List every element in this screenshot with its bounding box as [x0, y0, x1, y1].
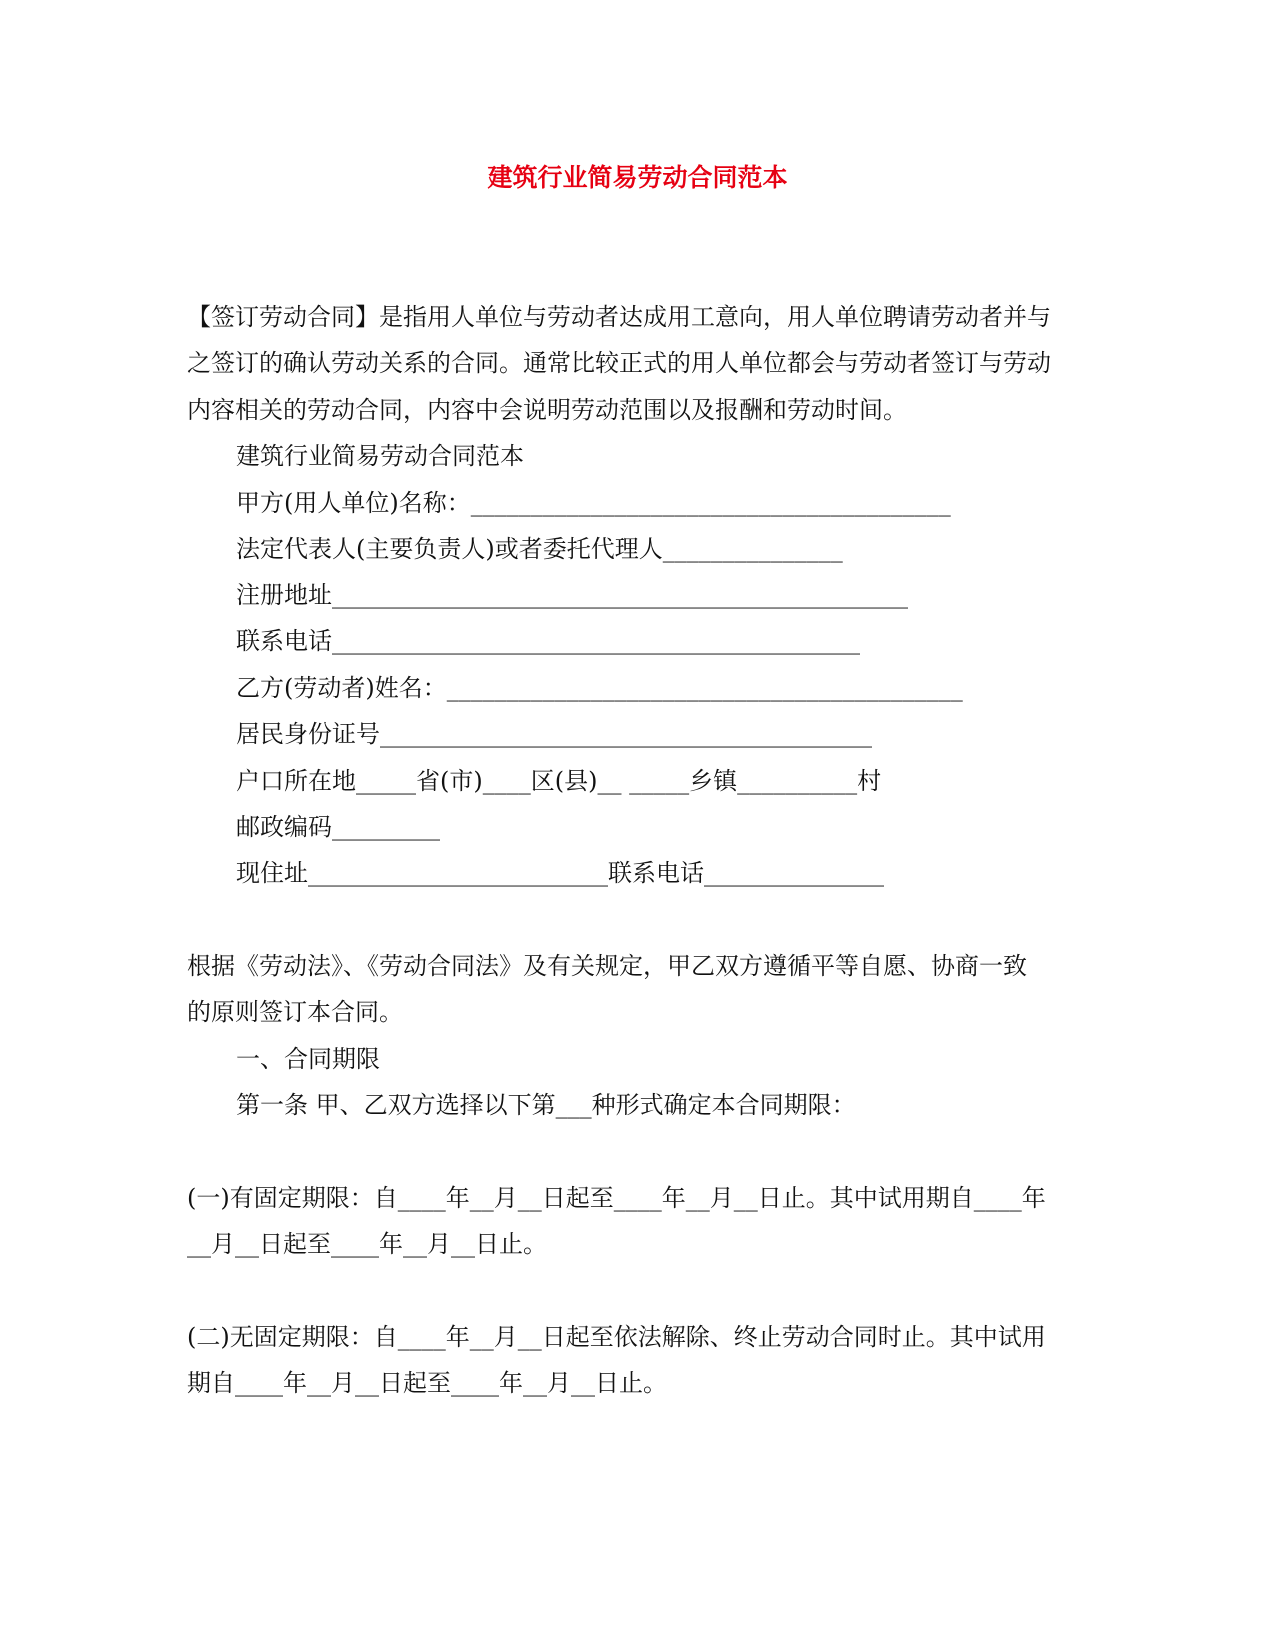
field-id-number: 居民身份证号_________________________________________ — [236, 720, 872, 748]
basis-line: 的原则签订本合同。 — [187, 998, 403, 1026]
field-employer-name: 甲方(用人单位)名称：________________________________________ — [236, 489, 951, 517]
option-fixed-term: (一)有固定期限：自____年__月__日起至____年__月__日止。其中试用期自____年 — [187, 1184, 1046, 1212]
intro-line: 【签订劳动合同】是指用人单位与劳动者达成用工意向，用人单位聘请劳动者并与 — [187, 303, 1051, 331]
field-household-registration: 户口所在地_____省(市)____区(县)__ _____乡镇__________村 — [236, 767, 882, 795]
field-registered-address: 注册地址________________________________________________ — [236, 581, 908, 609]
document-title: 建筑行业简易劳动合同范本 — [487, 163, 788, 192]
field-employee-name: 乙方(劳动者)姓名：___________________________________________ — [236, 674, 963, 702]
field-postal-code: 邮政编码_________ — [236, 813, 440, 841]
contract-subtitle: 建筑行业简易劳动合同范本 — [236, 442, 524, 470]
section-heading: 一、合同期限 — [236, 1045, 380, 1073]
field-current-address: 现住址_________________________联系电话_______________ — [236, 859, 884, 887]
field-employer-phone: 联系电话____________________________________________ — [236, 627, 860, 655]
option-fixed-term: __月__日起至____年__月__日止。 — [187, 1230, 547, 1258]
article-1: 第一条 甲、乙双方选择以下第___种形式确定本合同期限： — [236, 1091, 856, 1119]
option-open-ended: 期自____年__月__日起至____年__月__日止。 — [187, 1369, 667, 1397]
field-legal-representative: 法定代表人(主要负责人)或者委托代理人_______________ — [236, 535, 843, 563]
intro-line: 内容相关的劳动合同，内容中会说明劳动范围以及报酬和劳动时间。 — [187, 396, 907, 424]
option-open-ended: (二)无固定期限：自____年__月__日起至依法解除、终止劳动合同时止。其中试用 — [187, 1323, 1046, 1351]
intro-line: 之签订的确认劳动关系的合同。通常比较正式的用人单位都会与劳动者签订与劳动 — [187, 349, 1051, 377]
basis-line: 根据《劳动法》、《劳动合同法》及有关规定，甲乙双方遵循平等自愿、协商一致 — [187, 952, 1027, 980]
